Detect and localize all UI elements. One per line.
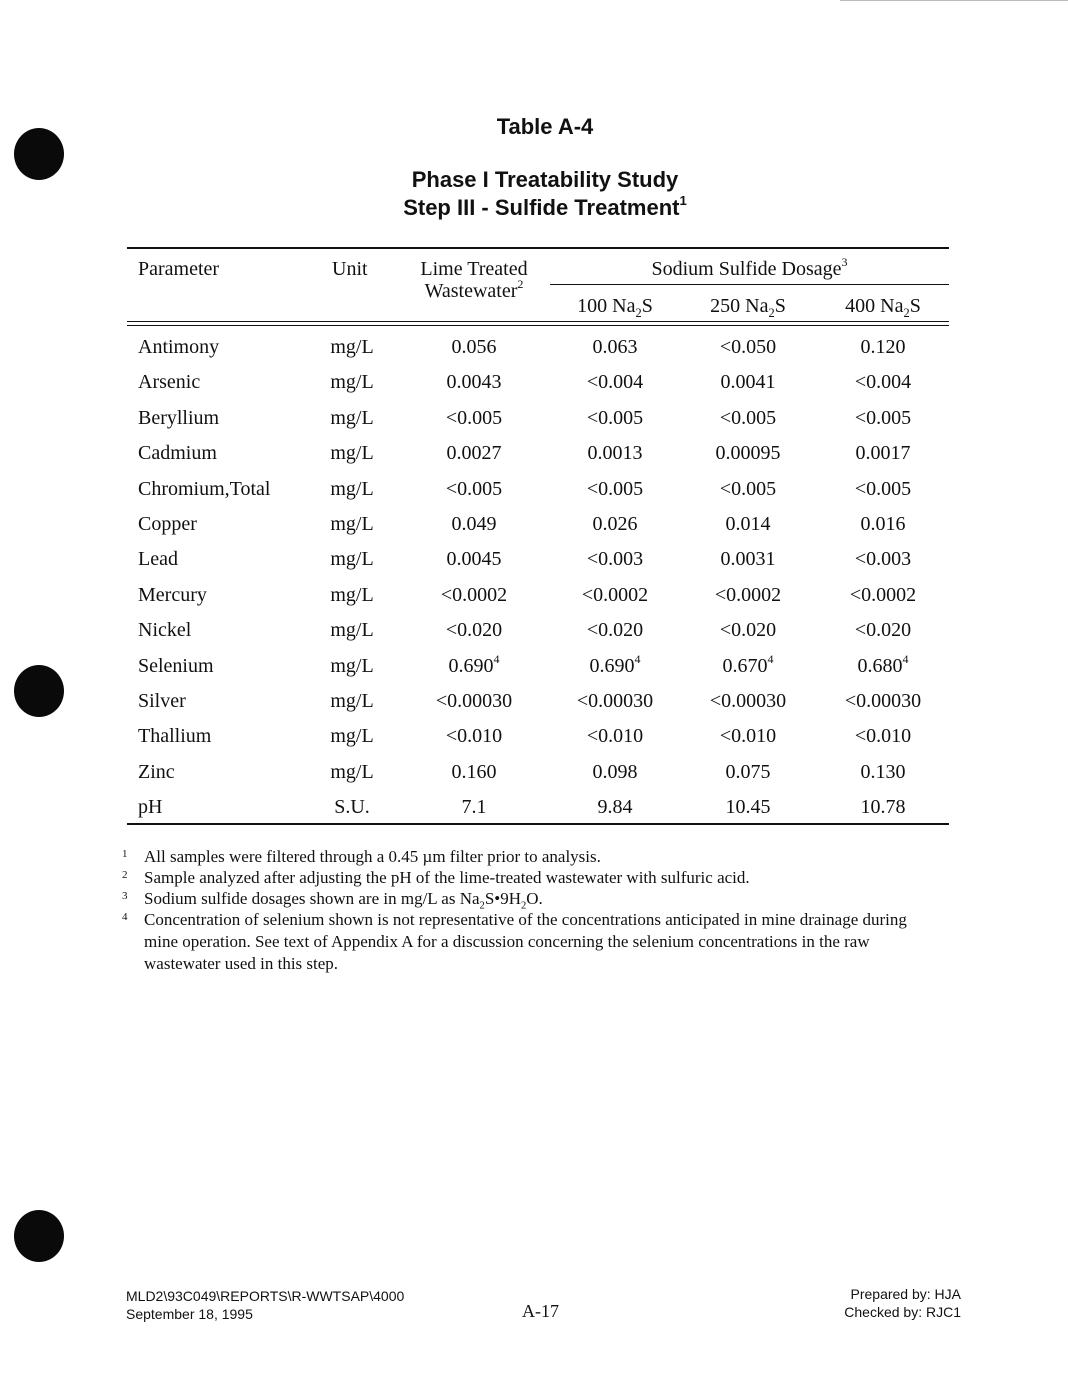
cell-unit: mg/L (330, 760, 374, 783)
cell-dose-250: <0.005 (719, 406, 777, 429)
header-lime-treated: Lime Treated Wastewater$^2$ (420, 258, 528, 302)
cell-unit: mg/L (330, 654, 374, 677)
cell-unit: mg/L (330, 442, 374, 465)
cell-dose-400: <0.010 (854, 725, 912, 748)
cell-dose-400: <0.0002 (849, 583, 917, 606)
footer-prepared-by: Prepared by: HJA (850, 1286, 961, 1302)
cell-lime-treated: 0.049 (451, 513, 497, 535)
cell-lime-treated: 0.160 (451, 760, 497, 783)
cell-parameter: Thallium (138, 725, 212, 748)
dosage-group-rule (550, 284, 949, 285)
cell-parameter: Zinc (138, 760, 175, 783)
table-bottom-rule (127, 823, 949, 825)
cell-parameter: Silver (138, 690, 186, 712)
header-bottom-rule-1 (127, 321, 949, 322)
cell-dose-100: <0.010 (586, 725, 644, 748)
cell-parameter: Nickel (138, 619, 192, 642)
cell-dose-250: <0.00030 (709, 690, 787, 712)
cell-dose-100: <0.005 (586, 406, 644, 429)
cell-unit: mg/L (330, 725, 374, 748)
cell-unit: mg/L (330, 583, 374, 606)
footer-checked-by: Checked by: RJC1 (844, 1304, 961, 1320)
cell-dose-250: 0.014 (725, 513, 771, 535)
cell-unit: mg/L (330, 477, 374, 500)
cell-dose-250: 10.45 (725, 796, 771, 819)
header-parameter: Parameter (138, 258, 220, 280)
footer-page-number: A-17 (522, 1301, 559, 1321)
cell-parameter: Selenium (138, 654, 214, 677)
cell-dose-100: 0.0013 (587, 442, 643, 465)
cell-parameter: Lead (138, 548, 178, 571)
cell-lime-treated: 0.690$^4$ (448, 651, 500, 677)
footer-right (800, 1285, 961, 1321)
cell-dose-400: 10.78 (860, 796, 906, 819)
cell-unit: mg/L (330, 619, 374, 642)
cell-dose-100: <0.003 (586, 548, 644, 571)
cell-lime-treated: 7.1 (461, 796, 487, 819)
cell-unit: mg/L (330, 690, 374, 712)
cell-parameter: Beryllium (138, 406, 220, 429)
top-edge-line (840, 0, 1068, 1)
cell-dose-100: 0.690$^4$ (589, 651, 641, 677)
cell-dose-250: <0.0002 (714, 583, 782, 606)
cell-dose-400: 0.680$^4$ (857, 651, 909, 677)
cell-dose-250: 0.0031 (720, 548, 776, 571)
header-unit: Unit (332, 258, 368, 280)
cell-dose-400: <0.004 (854, 371, 912, 394)
cell-dose-250: <0.010 (719, 725, 777, 748)
cell-unit: S.U. (334, 796, 370, 819)
cell-dose-100: <0.020 (586, 619, 644, 642)
binder-hole-middle (14, 665, 64, 717)
cell-parameter: Antimony (138, 336, 220, 358)
cell-unit: mg/L (330, 548, 374, 571)
cell-lime-treated: <0.020 (445, 619, 503, 642)
cell-dose-400: 0.130 (860, 760, 906, 783)
footer-left (126, 1287, 404, 1323)
cell-dose-400: <0.003 (854, 548, 912, 571)
cell-dose-400: 0.016 (860, 513, 906, 535)
footer-file-path: MLD2\93C049\REPORTS\R-WWTSAP\4000 (126, 1288, 405, 1304)
cell-dose-400: <0.00030 (844, 690, 922, 712)
cell-lime-treated: <0.0002 (440, 583, 508, 606)
cell-dose-100: 0.026 (592, 513, 638, 535)
cell-lime-treated: 0.0027 (446, 442, 502, 465)
cell-parameter: Copper (138, 513, 197, 535)
cell-unit: mg/L (330, 371, 374, 394)
cell-dose-400: <0.005 (854, 406, 912, 429)
cell-dose-250: 0.0041 (720, 371, 776, 394)
cell-parameter: Mercury (138, 583, 207, 606)
cell-lime-treated: <0.005 (445, 477, 503, 500)
cell-parameter: Arsenic (138, 371, 201, 394)
cell-unit: mg/L (330, 336, 374, 358)
header-dose-250: 250 $Na_2S$ (710, 295, 786, 320)
cell-dose-400: <0.020 (854, 619, 912, 642)
cell-parameter: Cadmium (138, 442, 217, 465)
cell-dose-100: <0.005 (586, 477, 644, 500)
binder-hole-bottom (14, 1210, 64, 1262)
cell-lime-treated: <0.005 (445, 406, 503, 429)
cell-dose-100: <0.004 (586, 371, 644, 394)
header-sodium-sulfide-dosage: Sodium Sulfide Dosage$^3$ (651, 255, 848, 280)
cell-dose-250: 0.075 (725, 760, 771, 783)
header-dose-100: 100 $Na_2S$ (577, 295, 653, 320)
cell-lime-treated: 0.0043 (446, 371, 502, 394)
cell-dose-100: 0.063 (592, 336, 638, 358)
cell-dose-100: 9.84 (597, 796, 633, 819)
cell-dose-100: 0.098 (592, 760, 638, 783)
cell-lime-treated: <0.010 (445, 725, 503, 748)
cell-dose-250: <0.020 (719, 619, 777, 642)
cell-dose-400: 0.0017 (855, 442, 911, 465)
table-top-rule (127, 247, 949, 249)
cell-dose-250: <0.005 (719, 477, 777, 500)
header-bottom-rule-2 (127, 325, 949, 326)
header-dose-400: 400 $Na_2S$ (845, 295, 921, 320)
cell-unit: mg/L (330, 406, 374, 429)
cell-lime-treated: <0.00030 (435, 690, 513, 712)
cell-lime-treated: 0.056 (451, 336, 497, 358)
cell-dose-100: <0.00030 (576, 690, 654, 712)
cell-dose-400: 0.120 (860, 336, 906, 358)
cell-lime-treated: 0.0045 (446, 548, 502, 571)
table-title: Phase I Treatability Study (411, 167, 679, 192)
cell-dose-250: <0.050 (719, 336, 777, 358)
footer-date: September 18, 1995 (126, 1306, 253, 1322)
cell-dose-250: 0.670$^4$ (722, 651, 774, 677)
cell-parameter: Chromium,Total (138, 477, 271, 500)
cell-parameter: pH (138, 796, 163, 819)
table-subtitle: Step III - Sulfide Treatment$^1$ (403, 193, 687, 220)
cell-dose-100: <0.0002 (581, 583, 649, 606)
cell-unit: mg/L (330, 513, 374, 535)
cell-dose-400: <0.005 (854, 477, 912, 500)
table-label: Table A-4 (496, 114, 594, 139)
cell-dose-250: 0.00095 (715, 442, 781, 465)
